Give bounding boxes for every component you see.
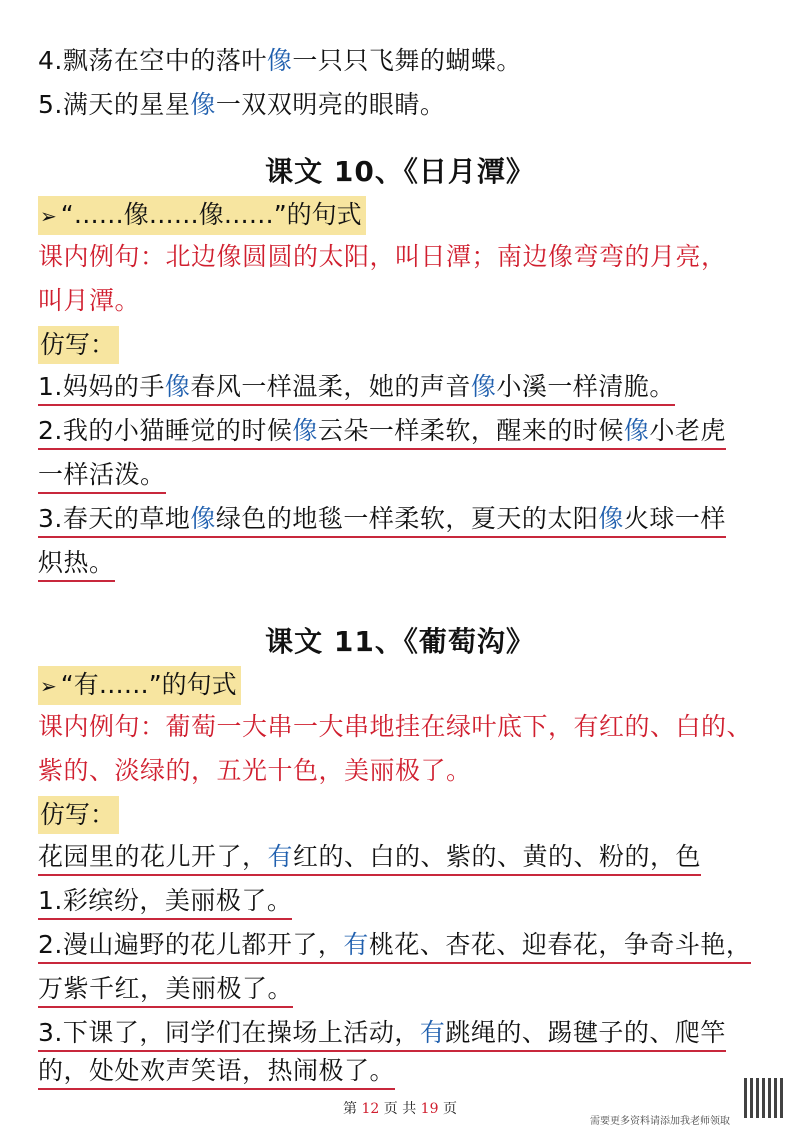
lesson-11-pattern-heading: ➢ “有……”的句式 [38,666,241,705]
qr-code-icon [744,1078,784,1118]
lesson-10-sentence-2: 2.我的小猫睡觉的时候像云朵一样柔软，醒来的时候像小老虎 [38,414,726,448]
lesson-10-sentence-3: 3.春天的草地像绿色的地毯一样柔软，夏天的太阳像火球一样 [38,502,726,536]
qr-note: 需要更多资料请添加我老师领取 [590,1116,730,1127]
lesson-11-imitate-label: 仿写： [38,796,119,834]
lesson-10-example-line-1: 课内例句：北边像圆圆的太阳，叫日潭；南边像弯弯的月亮， [38,242,727,271]
lesson-11-sentence-2: 2.漫山遍野的花儿都开了，有桃花、杏花、迎春花，争奇斗艳， [38,928,751,962]
lesson-11-example-line-1: 课内例句：葡萄一大串一大串地挂在绿叶底下，有红的、白的、 [38,712,753,741]
current-page-number: 12 [361,1101,380,1117]
page-footer: 第 12 页 共 19 页 [343,1101,457,1117]
lesson-11-sentence-2-cont: 万紫千红，美丽极了。 [38,972,293,1006]
arrow-bullet-icon: ➢ [40,674,57,698]
lesson-10-pattern-heading: ➢ “……像……像……”的句式 [38,196,366,235]
lesson-11-sentence-0: 花园里的花儿开了，有红的、白的、紫的、黄的、粉的，色 [38,840,701,874]
lesson-11-sentence-1: 1.彩缤纷，美丽极了。 [38,884,292,918]
lesson-10-title: 课文 10、《日月潭》 [265,155,535,188]
lesson-11-sentence-3: 3.下课了，同学们在操场上活动，有跳绳的、踢毽子的、爬竿 [38,1016,726,1050]
sentence-line-5: 5.满天的星星像一双双明亮的眼睛。 [38,90,446,119]
total-page-number: 19 [420,1101,439,1117]
lesson-10-sentence-1: 1.妈妈的手像春风一样温柔，她的声音像小溪一样清脆。 [38,370,675,404]
sentence-line-4: 4.飘荡在空中的落叶像一只只飞舞的蝴蝶。 [38,46,522,75]
lesson-11-example-line-2: 紫的、淡绿的，五光十色，美丽极了。 [38,756,472,785]
lesson-10-sentence-2-cont: 一样活泼。 [38,458,166,492]
lesson-10-example-line-2: 叫月潭。 [38,286,141,315]
lesson-10-sentence-3-cont: 炽热。 [38,546,115,580]
lesson-11-title: 课文 11、《葡萄沟》 [265,625,535,658]
arrow-bullet-icon: ➢ [40,204,57,228]
lesson-11-sentence-3-cont: 的，处处欢声笑语，热闹极了。 [38,1054,395,1088]
lesson-10-imitate-label: 仿写： [38,326,119,364]
